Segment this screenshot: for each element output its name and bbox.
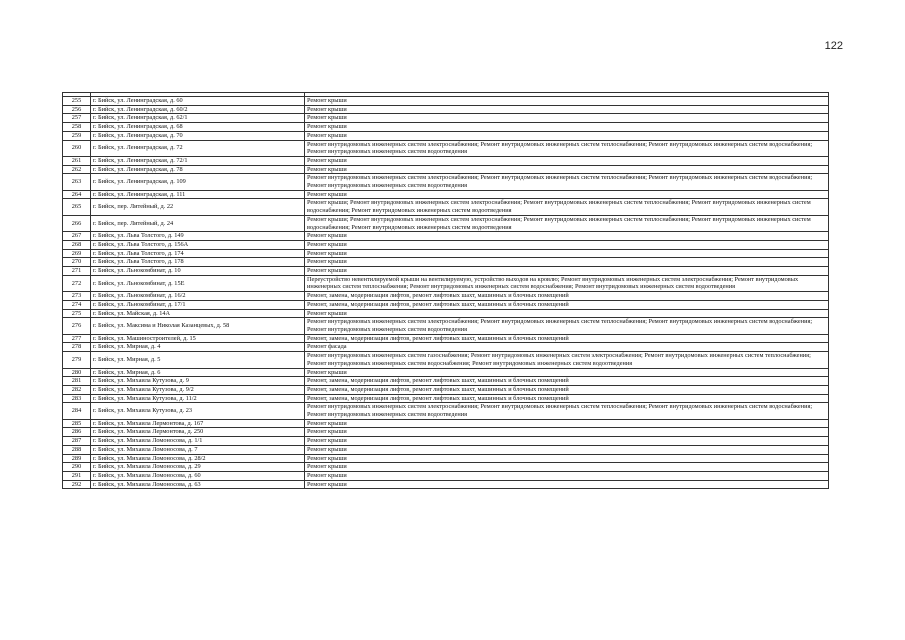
address-cell: г. Бийск, ул. Ленинградская, д. 72 <box>91 140 305 156</box>
works-cell: Ремонт внутридомовых инженерных систем электроснабжения; Ремонт внутридомовых инженерных систем теплоснабжения; Ремонт внутридомовых инженерных систем водоснабжения; Ремонт внутридомовых инженерных систем водоотведения <box>305 140 829 156</box>
table-row <box>63 454 829 463</box>
address-cell: г. Бийск, ул. Льва Толстого, д. 174 <box>91 249 305 258</box>
row-number-cell: 287 <box>63 437 91 446</box>
address-cell: г. Бийск, ул. Михаила Кутузова, д. 23 <box>91 403 305 419</box>
works-cell: Ремонт крыши <box>305 123 829 132</box>
address-cell: г. Бийск, ул. Льнокомбинат, д. 17/1 <box>91 300 305 309</box>
row-number-cell: 263 <box>63 174 91 190</box>
row-number-cell: 277 <box>63 334 91 343</box>
address-cell: г. Бийск, ул. Михаила Кутузова, д. 9 <box>91 377 305 386</box>
works-cell: Ремонт фасада <box>305 343 829 352</box>
address-cell: г. Бийск, пер. Литейный, д. 24 <box>91 215 305 231</box>
row-number-cell: 280 <box>63 368 91 377</box>
address-cell: г. Бийск, ул. Льва Толстого, д. 149 <box>91 232 305 241</box>
works-cell: Ремонт, замена, модернизация лифтов, ремонт лифтовых шахт, машинных и блочных помещений <box>305 385 829 394</box>
works-cell: Ремонт крыши <box>305 368 829 377</box>
table-row <box>63 403 829 419</box>
works-cell: Ремонт крыши <box>305 419 829 428</box>
row-number-cell: 256 <box>63 105 91 114</box>
row-number-cell: 276 <box>63 318 91 334</box>
table-row <box>63 437 829 446</box>
works-cell: Ремонт крыши <box>305 428 829 437</box>
table-row <box>63 97 829 106</box>
table-row <box>63 445 829 454</box>
table-row <box>63 190 829 199</box>
table-row <box>63 368 829 377</box>
address-cell: г. Бийск, ул. Майская, д. 14А <box>91 309 305 318</box>
address-cell: г. Бийск, ул. Ленинградская, д. 60/2 <box>91 105 305 114</box>
table-row <box>63 123 829 132</box>
address-cell: г. Бийск, ул. Льва Толстого, д. 156А <box>91 240 305 249</box>
works-cell: Ремонт крыши <box>305 97 829 106</box>
address-cell: г. Бийск, ул. Льнокомбинат, д. 15Е <box>91 275 305 291</box>
registry-table-body <box>63 93 829 489</box>
row-number-cell: 275 <box>63 309 91 318</box>
table-row <box>63 300 829 309</box>
works-cell: Ремонт внутридомовых инженерных систем электроснабжения; Ремонт внутридомовых инженерных систем теплоснабжения; Ремонт внутридомовых инженерных систем водоснабжения; Ремонт внутридомовых инженерных систем водоотведения <box>305 174 829 190</box>
row-number-cell: 258 <box>63 123 91 132</box>
works-cell: Ремонт внутридомовых инженерных систем электроснабжения; Ремонт внутридомовых инженерных систем теплоснабжения; Ремонт внутридомовых инженерных систем водоснабжения; Ремонт внутридомовых инженерных систем водоотведения <box>305 318 829 334</box>
row-number-cell: 274 <box>63 300 91 309</box>
table-row <box>63 249 829 258</box>
table-row <box>63 105 829 114</box>
row-number-cell: 284 <box>63 403 91 419</box>
row-number-cell: 288 <box>63 445 91 454</box>
address-cell: г. Бийск, ул. Ленинградская, д. 68 <box>91 123 305 132</box>
works-cell: Ремонт, замена, модернизация лифтов, ремонт лифтовых шахт, машинных и блочных помещений <box>305 394 829 403</box>
table-row <box>63 309 829 318</box>
row-number-cell: 264 <box>63 190 91 199</box>
works-cell: Ремонт крыши <box>305 454 829 463</box>
table-row <box>63 232 829 241</box>
works-cell: Ремонт, замена, модернизация лифтов, ремонт лифтовых шахт, машинных и блочных помещений <box>305 292 829 301</box>
works-cell: Ремонт крыши <box>305 471 829 480</box>
works-cell: Ремонт крыши <box>305 156 829 165</box>
row-number-cell: 289 <box>63 454 91 463</box>
works-cell: Ремонт крыши; Ремонт внутридомовых инженерных систем электроснабжения; Ремонт внутридомовых инженерных систем теплоснабжения; Ремонт внутридомовых инженерных систем водоснабжения; Ремонт внутридомовых инженерных систем водоотведения <box>305 215 829 231</box>
works-cell: Ремонт крыши <box>305 445 829 454</box>
row-number-cell: 266 <box>63 215 91 231</box>
row-number-cell: 255 <box>63 97 91 106</box>
works-cell: Ремонт крыши <box>305 309 829 318</box>
table-row <box>63 156 829 165</box>
table-row <box>63 114 829 123</box>
address-cell: г. Бийск, ул. Льва Толстого, д. 178 <box>91 258 305 267</box>
table-row <box>63 174 829 190</box>
address-cell: г. Бийск, ул. Мирная, д. 4 <box>91 343 305 352</box>
row-number-cell: 281 <box>63 377 91 386</box>
address-cell: г. Бийск, ул. Льнокомбинат, д. 10 <box>91 267 305 276</box>
works-cell: Ремонт крыши <box>305 131 829 140</box>
works-cell: Переустройство невентилируемой крыши на вентилируемую, устройство выходов на кровлю; Ремонт внутридомовых инженерных систем электроснабжения; Ремонт внутридомовых инженерных систем теплоснабжения; Ремонт внутридомовых инженерных систем водоснабжения; Ремонт внутридомовых инженерных систем водоотведения <box>305 275 829 291</box>
table-row <box>63 428 829 437</box>
address-cell: г. Бийск, ул. Ленинградская, д. 70 <box>91 131 305 140</box>
works-cell: Ремонт крыши <box>305 240 829 249</box>
row-number-cell: 286 <box>63 428 91 437</box>
row-number-cell: 273 <box>63 292 91 301</box>
row-number-cell: 291 <box>63 471 91 480</box>
address-cell: г. Бийск, ул. Ленинградская, д. 60 <box>91 97 305 106</box>
row-number-cell: 260 <box>63 140 91 156</box>
row-number-cell: 262 <box>63 165 91 174</box>
row-number-cell: 282 <box>63 385 91 394</box>
address-cell: г. Бийск, ул. Льнокомбинат, д. 16/2 <box>91 292 305 301</box>
works-cell: Ремонт крыши <box>305 232 829 241</box>
works-cell: Ремонт внутридомовых инженерных систем газоснабжения; Ремонт внутридомовых инженерных систем электроснабжения; Ремонт внутридомовых инженерных систем теплоснабжения; Ремонт внутридомовых инженерных систем водоснабжения; Ремонт внутридомовых инженерных систем водоотведения <box>305 352 829 368</box>
row-number-cell: 271 <box>63 267 91 276</box>
address-cell: г. Бийск, ул. Ленинградская, д. 109 <box>91 174 305 190</box>
address-cell: г. Бийск, ул. Мирная, д. 6 <box>91 368 305 377</box>
table-row <box>63 292 829 301</box>
works-cell: Ремонт крыши <box>305 463 829 472</box>
row-number-cell: 267 <box>63 232 91 241</box>
row-number-cell: 269 <box>63 249 91 258</box>
works-cell: Ремонт крыши <box>305 258 829 267</box>
row-number-cell: 261 <box>63 156 91 165</box>
table-row <box>63 419 829 428</box>
row-number-cell: 257 <box>63 114 91 123</box>
address-cell: г. Бийск, ул. Михаила Лермонтова, д. 250 <box>91 428 305 437</box>
works-cell: Ремонт, замена, модернизация лифтов, ремонт лифтовых шахт, машинных и блочных помещений <box>305 300 829 309</box>
table-row <box>63 267 829 276</box>
address-cell: г. Бийск, ул. Максима и Николая Казанцевых, д. 58 <box>91 318 305 334</box>
address-cell: г. Бийск, ул. Михаила Лермонтова, д. 167 <box>91 419 305 428</box>
page-number: 122 <box>824 40 843 52</box>
row-number-cell: 259 <box>63 131 91 140</box>
row-number-cell: 268 <box>63 240 91 249</box>
table-row <box>63 258 829 267</box>
works-cell: Ремонт крыши <box>305 249 829 258</box>
address-cell: г. Бийск, ул. Михаила Ломоносова, д. 1/1 <box>91 437 305 446</box>
table-row <box>63 352 829 368</box>
row-number-cell: 292 <box>63 480 91 489</box>
address-cell: г. Бийск, ул. Михаила Кутузова, д. 9/2 <box>91 385 305 394</box>
address-cell: г. Бийск, ул. Машиностроителей, д. 15 <box>91 334 305 343</box>
works-cell: Ремонт крыши <box>305 165 829 174</box>
table-row <box>63 240 829 249</box>
table-row <box>63 480 829 489</box>
works-cell: Ремонт крыши <box>305 105 829 114</box>
table-row <box>63 334 829 343</box>
works-cell: Ремонт крыши <box>305 190 829 199</box>
address-cell: г. Бийск, ул. Михаила Ломоносова, д. 63 <box>91 480 305 489</box>
table-row <box>63 377 829 386</box>
table-row <box>63 463 829 472</box>
table-row <box>63 394 829 403</box>
table-row <box>63 318 829 334</box>
table-row <box>63 471 829 480</box>
address-cell: г. Бийск, ул. Мирная, д. 5 <box>91 352 305 368</box>
address-cell: г. Бийск, ул. Михаила Ломоносова, д. 60 <box>91 471 305 480</box>
table-row <box>63 131 829 140</box>
works-cell: Ремонт крыши <box>305 267 829 276</box>
table-row <box>63 275 829 291</box>
table-row <box>63 165 829 174</box>
table-row <box>63 343 829 352</box>
row-number-cell: 290 <box>63 463 91 472</box>
row-number-cell: 278 <box>63 343 91 352</box>
works-cell: Ремонт крыши; Ремонт внутридомовых инженерных систем электроснабжения; Ремонт внутридомовых инженерных систем теплоснабжения; Ремонт внутридомовых инженерных систем водоснабжения; Ремонт внутридомовых инженерных систем водоотведения <box>305 199 829 215</box>
address-cell: г. Бийск, ул. Ленинградская, д. 62/1 <box>91 114 305 123</box>
works-cell: Ремонт крыши <box>305 114 829 123</box>
row-number-cell: 283 <box>63 394 91 403</box>
works-cell: Ремонт крыши <box>305 480 829 489</box>
address-cell: г. Бийск, ул. Михаила Кутузова, д. 11/2 <box>91 394 305 403</box>
address-cell: г. Бийск, ул. Михаила Ломоносова, д. 7 <box>91 445 305 454</box>
table-row <box>63 215 829 231</box>
row-number-cell: 285 <box>63 419 91 428</box>
works-cell: Ремонт, замена, модернизация лифтов, ремонт лифтовых шахт, машинных и блочных помещений <box>305 334 829 343</box>
address-cell: г. Бийск, пер. Литейный, д. 22 <box>91 199 305 215</box>
table-row <box>63 140 829 156</box>
address-cell: г. Бийск, ул. Ленинградская, д. 78 <box>91 165 305 174</box>
address-cell: г. Бийск, ул. Михаила Ломоносова, д. 29 <box>91 463 305 472</box>
row-number-cell: 279 <box>63 352 91 368</box>
works-cell: Ремонт крыши <box>305 437 829 446</box>
table-row <box>63 385 829 394</box>
row-number-cell: 272 <box>63 275 91 291</box>
row-number-cell: 270 <box>63 258 91 267</box>
works-cell: Ремонт, замена, модернизация лифтов, ремонт лифтовых шахт, машинных и блочных помещений <box>305 377 829 386</box>
repair-registry-table <box>62 92 829 489</box>
address-cell: г. Бийск, ул. Ленинградская, д. 111 <box>91 190 305 199</box>
address-cell: г. Бийск, ул. Михаила Ломоносова, д. 28/2 <box>91 454 305 463</box>
row-number-cell: 265 <box>63 199 91 215</box>
table-row <box>63 199 829 215</box>
works-cell: Ремонт внутридомовых инженерных систем электроснабжения; Ремонт внутридомовых инженерных систем теплоснабжения; Ремонт внутридомовых инженерных систем водоснабжения; Ремонт внутридомовых инженерных систем водоотведения <box>305 403 829 419</box>
address-cell: г. Бийск, ул. Ленинградская, д. 72/1 <box>91 156 305 165</box>
